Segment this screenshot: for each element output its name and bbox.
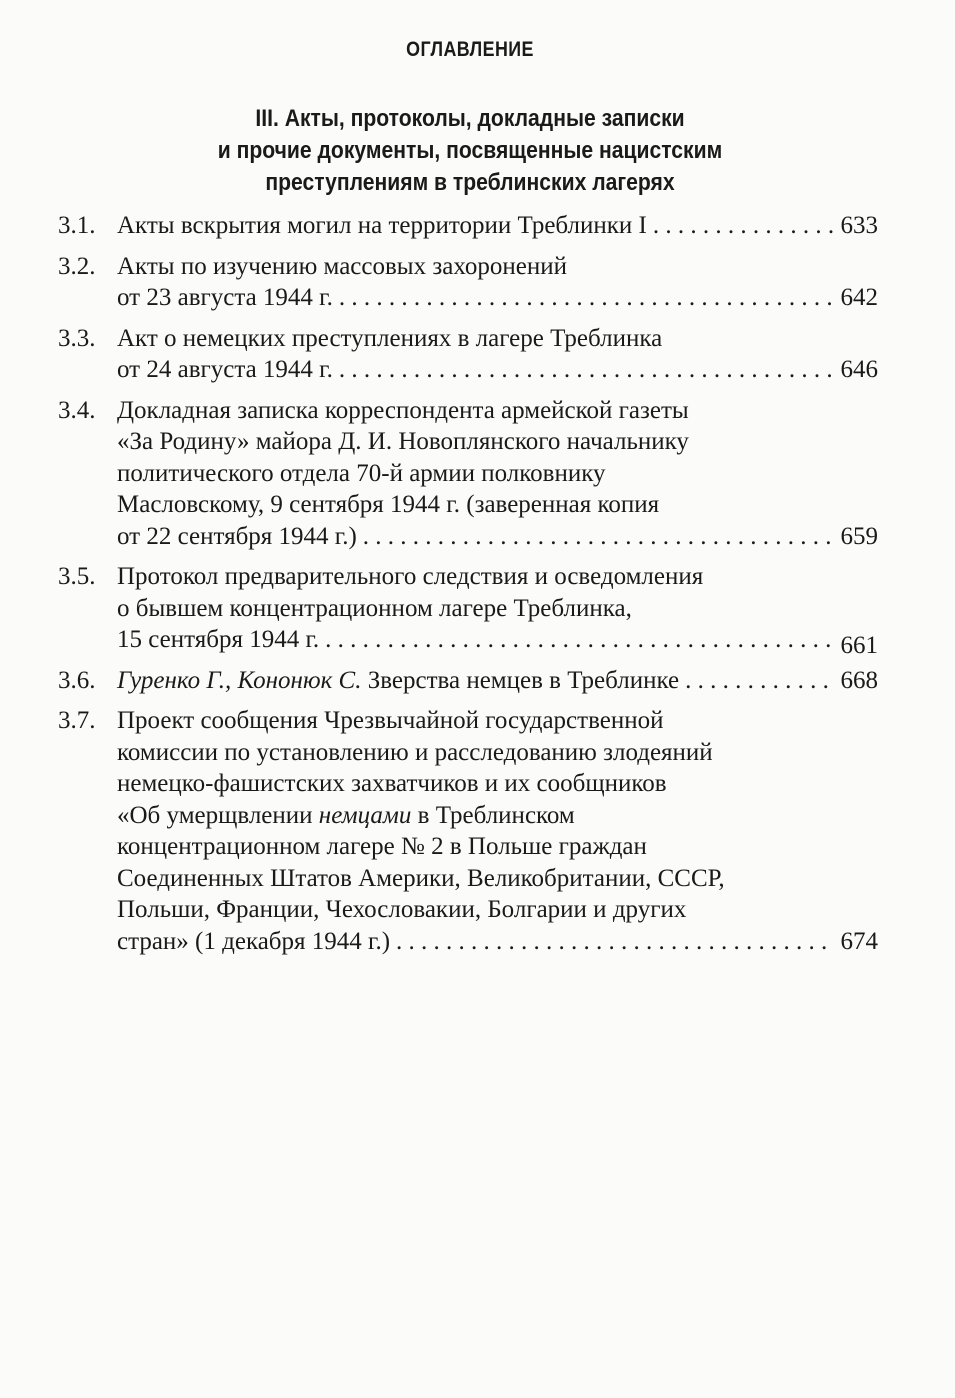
toc-page-number: 668 (840, 666, 878, 694)
dot-leader (679, 665, 832, 697)
toc-page-number: 674 (840, 927, 878, 955)
dot-leader (390, 926, 832, 958)
toc-entry-title-line: «За Родину» майора Д. И. Новоплянского начальнику (117, 428, 689, 455)
toc-entry-number: 3.5. (58, 563, 96, 590)
toc-entry-title-line: Масловскому, 9 сентября 1944 г. (заверенная копия (117, 491, 660, 518)
toc-entry-title-line: немецко-фашистских захватчиков и их сообщников (117, 770, 667, 797)
toc-entry-title-line: Соединенных Штатов Америки, Великобритании, СССР, (117, 864, 725, 892)
toc-entry[interactable] (58, 251, 878, 314)
toc-page-number: 633 (840, 212, 878, 239)
toc-page-number: 646 (840, 356, 878, 383)
toc-entry-title-line: от 22 сентября 1944 г.) (117, 522, 357, 550)
title-italic-text: немцами (318, 801, 412, 829)
toc-entry-title-line: Проект сообщения Чрезвычайной государственной (117, 707, 664, 734)
dot-leader (647, 210, 833, 242)
dot-leader (319, 624, 832, 656)
toc-entry-title-line: стран» (1 декабря 1944 г.) (117, 927, 391, 955)
dot-leader (357, 521, 833, 553)
toc-entry-title-line: от 24 августа 1944 г. (117, 356, 333, 383)
toc-entry-number: 3.2. (58, 252, 96, 280)
section-title-line: преступлениям в треблинских лагерях (265, 169, 675, 196)
section-title-line: III. Акты, протоколы, докладные записки (255, 105, 685, 132)
toc-entry[interactable] (58, 395, 878, 553)
toc-entry-number: 3.1. (58, 212, 96, 239)
table-of-contents (58, 210, 878, 966)
toc-entry[interactable] (58, 323, 878, 386)
dot-leader (333, 354, 833, 386)
toc-entry-authors: Гуренко Г., Кононюк С. (117, 666, 362, 694)
toc-page-number: 642 (840, 284, 878, 311)
toc-entry-title-line: 15 сентября 1944 г. (117, 626, 320, 653)
section-title (56, 103, 883, 199)
toc-entry-number: 3.4. (58, 396, 96, 424)
toc-entry-title-line (117, 800, 878, 832)
toc-entry[interactable] (58, 705, 878, 957)
toc-entry-title-line: комиссии по установлению и расследованию злодеяний (117, 738, 713, 766)
dot-leader (333, 282, 833, 314)
toc-entry[interactable] (58, 210, 878, 242)
toc-entry-number: 3.3. (58, 324, 96, 352)
toc-entry-title-line: Акт о немецких преступлениях в лагере Треблинка (117, 324, 663, 352)
toc-entry-number: 3.7. (58, 707, 96, 734)
toc-entry-title-line: о бывшем концентрационном лагере Треблинка, (117, 594, 632, 622)
toc-entry-title-line: политического отдела 70-й армии полковнику (117, 459, 606, 487)
toc-entry-title-line: концентрационном лагере № 2 в Польше граждан (117, 833, 647, 860)
toc-page-number: 661 (840, 632, 878, 659)
toc-entry-number: 3.6. (58, 666, 96, 694)
toc-entry[interactable] (58, 561, 878, 659)
toc-page-number: 659 (840, 522, 878, 550)
running-head: ОГЛАВЛЕНИЕ (406, 38, 534, 61)
toc-entry-title-line: Польши, Франции, Чехословакии, Болгарии и других (117, 896, 687, 923)
toc-entry[interactable] (58, 665, 878, 697)
toc-entry-title-line: от 23 августа 1944 г. (117, 284, 333, 311)
toc-entry-title: Зверства немцев в Треблинке (367, 666, 680, 694)
toc-entry-title-line: Докладная записка корреспондента армейской газеты (117, 396, 689, 424)
section-title-line: и прочие документы, посвященные нацистским (217, 137, 723, 164)
title-text: «Об умерщвлении (117, 801, 319, 829)
toc-entry-title: Акты вскрытия могил на территории Треблинки I (117, 212, 647, 239)
title-text: в Треблинском (411, 801, 575, 829)
toc-entry-title-line: Протокол предварительного следствия и осведомления (117, 563, 704, 590)
toc-entry-title-line: Акты по изучению массовых захоронений (117, 252, 567, 280)
